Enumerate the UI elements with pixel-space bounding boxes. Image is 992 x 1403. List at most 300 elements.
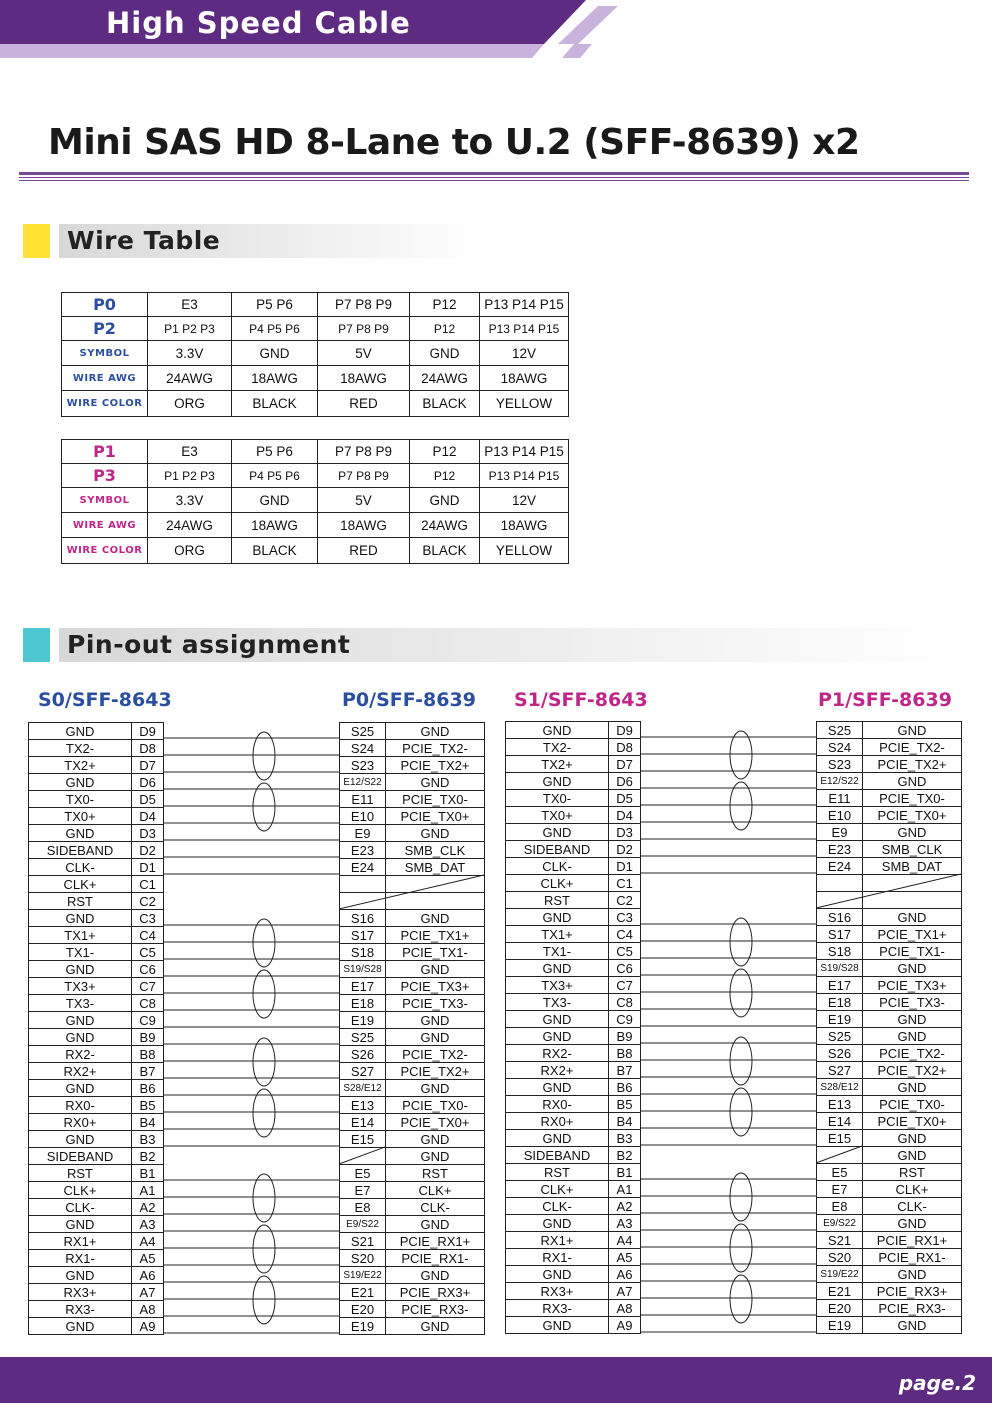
signal-name: TX2+ bbox=[506, 756, 609, 773]
signal-name: TX2+ bbox=[29, 757, 132, 774]
signal-name: GND bbox=[386, 1012, 485, 1029]
signal-name: GND bbox=[386, 774, 485, 791]
pin-number: E9/S22 bbox=[340, 1216, 386, 1233]
pin-number: D5 bbox=[609, 790, 641, 807]
signal-name: RX1- bbox=[506, 1249, 609, 1266]
twisted-pair-marker bbox=[730, 1173, 752, 1221]
table-cell: GND bbox=[232, 488, 318, 513]
pin-number: E14 bbox=[340, 1114, 386, 1131]
footer-bar bbox=[0, 1357, 992, 1403]
pin-number: E19 bbox=[340, 1318, 386, 1335]
signal-name: GND bbox=[506, 1130, 609, 1147]
pin-number: E23 bbox=[340, 842, 386, 859]
table-cell: 5V bbox=[318, 488, 410, 513]
signal-name: RX2- bbox=[506, 1045, 609, 1062]
signal-name: RX2+ bbox=[29, 1063, 132, 1080]
signal-name: PCIE_TX0+ bbox=[863, 1113, 962, 1130]
pin-number: A3 bbox=[609, 1215, 641, 1232]
table-cell: P5 P6 bbox=[232, 293, 318, 317]
twisted-pair-marker bbox=[730, 731, 752, 779]
pin-number: A9 bbox=[609, 1317, 641, 1334]
signal-name: PCIE_RX1- bbox=[386, 1250, 485, 1267]
pin-number: E18 bbox=[340, 995, 386, 1012]
signal-name: PCIE_TX2- bbox=[863, 739, 962, 756]
pin-number: E12/S22 bbox=[817, 773, 863, 790]
signal-name: CLK- bbox=[863, 1198, 962, 1215]
pin-number: A7 bbox=[609, 1283, 641, 1300]
pin-number: B5 bbox=[609, 1096, 641, 1113]
signal-name: TX1+ bbox=[506, 926, 609, 943]
signal-name: PCIE_TX1- bbox=[863, 943, 962, 960]
pin-number: B2 bbox=[132, 1148, 164, 1165]
signal-name: RST bbox=[506, 892, 609, 909]
signal-name: GND bbox=[506, 773, 609, 790]
pin-number: E17 bbox=[340, 978, 386, 995]
signal-name: GND bbox=[863, 1028, 962, 1045]
pin-number: E9 bbox=[817, 824, 863, 841]
twisted-pair-marker bbox=[253, 1089, 275, 1137]
pin-number: D4 bbox=[609, 807, 641, 824]
table-cell: 24AWG bbox=[148, 366, 232, 391]
signal-name: TX2- bbox=[506, 739, 609, 756]
signal-name: GND bbox=[386, 1080, 485, 1097]
pin-number: C9 bbox=[132, 1012, 164, 1029]
signal-name: RX0- bbox=[29, 1097, 132, 1114]
pin-number: E11 bbox=[817, 790, 863, 807]
signal-name: GND bbox=[506, 1028, 609, 1045]
twisted-pair-marker bbox=[730, 782, 752, 830]
signal-name: PCIE_RX3- bbox=[386, 1301, 485, 1318]
signal-name: RX3- bbox=[506, 1300, 609, 1317]
pin-number: D3 bbox=[132, 825, 164, 842]
signal-name: RST bbox=[386, 1165, 485, 1182]
signal-name: GND bbox=[386, 1216, 485, 1233]
pin-number: E18 bbox=[817, 994, 863, 1011]
signal-name: PCIE_TX2+ bbox=[386, 1063, 485, 1080]
signal-name: RX0+ bbox=[506, 1113, 609, 1130]
pin-number: B6 bbox=[132, 1080, 164, 1097]
table-cell: P13 P14 P15 bbox=[480, 317, 569, 341]
signal-name: RX1+ bbox=[506, 1232, 609, 1249]
pin-number: A3 bbox=[132, 1216, 164, 1233]
signal-name: TX0- bbox=[506, 790, 609, 807]
pin-number: C2 bbox=[609, 892, 641, 909]
signal-name: GND bbox=[863, 1130, 962, 1147]
pin-number: S27 bbox=[340, 1063, 386, 1080]
twisted-pair-marker bbox=[253, 1225, 275, 1273]
pin-number: S23 bbox=[817, 756, 863, 773]
signal-name: TX3- bbox=[29, 995, 132, 1012]
signal-name: GND bbox=[863, 1147, 962, 1164]
row-header: P3 bbox=[62, 464, 148, 488]
connector-p0-label: P0/SFF-8639 bbox=[342, 689, 476, 711]
signal-name: PCIE_TX2+ bbox=[863, 1062, 962, 1079]
pin-number: D9 bbox=[132, 723, 164, 740]
table-cell: 24AWG bbox=[410, 513, 480, 538]
pin-number: E9 bbox=[340, 825, 386, 842]
signal-name: PCIE_TX2+ bbox=[386, 757, 485, 774]
pin-number: S25 bbox=[817, 722, 863, 739]
pin-number: D2 bbox=[132, 842, 164, 859]
signal-name: TX0+ bbox=[29, 808, 132, 825]
pin-number: B1 bbox=[609, 1164, 641, 1181]
table-cell: ORG bbox=[148, 391, 232, 417]
signal-name: SIDEBAND bbox=[29, 1148, 132, 1165]
signal-name: CLK+ bbox=[386, 1182, 485, 1199]
signal-name: GND bbox=[506, 824, 609, 841]
unused-slash bbox=[816, 874, 961, 908]
signal-name: GND bbox=[863, 1215, 962, 1232]
pin-number: B7 bbox=[132, 1063, 164, 1080]
pin-number: S19/S28 bbox=[340, 961, 386, 978]
signal-name: SMB_CLK bbox=[386, 842, 485, 859]
connector-s1-label: S1/SFF-8643 bbox=[514, 689, 648, 711]
pin-number: D1 bbox=[132, 859, 164, 876]
table-cell: P12 bbox=[410, 293, 480, 317]
pin-number: C2 bbox=[132, 893, 164, 910]
signal-name: CLK+ bbox=[506, 875, 609, 892]
pin-number: C4 bbox=[609, 926, 641, 943]
signal-name: GND bbox=[386, 723, 485, 740]
pin-number: B5 bbox=[132, 1097, 164, 1114]
signal-name: PCIE_RX3+ bbox=[386, 1284, 485, 1301]
pin-number: C8 bbox=[609, 994, 641, 1011]
pin-number: S26 bbox=[340, 1046, 386, 1063]
table-cell: P5 P6 bbox=[232, 440, 318, 464]
signal-name: GND bbox=[863, 722, 962, 739]
pin-number: E12/S22 bbox=[340, 774, 386, 791]
pin-number: C3 bbox=[609, 909, 641, 926]
pin-number: E21 bbox=[817, 1283, 863, 1300]
table-cell: GND bbox=[232, 341, 318, 366]
signal-name: GND bbox=[506, 909, 609, 926]
pin-number: E20 bbox=[340, 1301, 386, 1318]
pin-number: S27 bbox=[817, 1062, 863, 1079]
row-header: P0 bbox=[62, 293, 148, 317]
pin-number: S19/S28 bbox=[817, 960, 863, 977]
signal-name: PCIE_TX0+ bbox=[386, 808, 485, 825]
table-cell: 5V bbox=[318, 341, 410, 366]
page-title: Mini SAS HD 8-Lane to U.2 (SFF-8639) x2 bbox=[48, 122, 860, 163]
pin-number: S17 bbox=[340, 927, 386, 944]
signal-name: GND bbox=[29, 1267, 132, 1284]
signal-name: TX1+ bbox=[29, 927, 132, 944]
signal-name: GND bbox=[506, 960, 609, 977]
signal-name: PCIE_RX1+ bbox=[386, 1233, 485, 1250]
pin-number: S18 bbox=[817, 943, 863, 960]
signal-name: RX3+ bbox=[29, 1284, 132, 1301]
pin-number: B9 bbox=[609, 1028, 641, 1045]
signal-name: CLK+ bbox=[29, 1182, 132, 1199]
signal-name: TX1- bbox=[29, 944, 132, 961]
signal-name: SIDEBAND bbox=[29, 842, 132, 859]
pin-number: E13 bbox=[817, 1096, 863, 1113]
signal-name: PCIE_TX3+ bbox=[386, 978, 485, 995]
signal-name: RST bbox=[29, 893, 132, 910]
signal-name: SIDEBAND bbox=[506, 841, 609, 858]
signal-name: GND bbox=[863, 1079, 962, 1096]
signal-name: GND bbox=[29, 961, 132, 978]
signal-name: RST bbox=[863, 1164, 962, 1181]
signal-name: GND bbox=[386, 1318, 485, 1335]
connector-p1-label: P1/SFF-8639 bbox=[818, 689, 952, 711]
signal-name: GND bbox=[506, 1215, 609, 1232]
signal-name: GND bbox=[863, 824, 962, 841]
row-header: WIRE COLOR bbox=[62, 391, 148, 417]
pin-number: E19 bbox=[817, 1011, 863, 1028]
pin-number: S28/E12 bbox=[817, 1079, 863, 1096]
pin-number: S26 bbox=[817, 1045, 863, 1062]
signal-name: PCIE_TX3- bbox=[386, 995, 485, 1012]
pin-number: S25 bbox=[340, 723, 386, 740]
signal-name: CLK+ bbox=[29, 876, 132, 893]
signal-name: RX0- bbox=[506, 1096, 609, 1113]
pin-number: E5 bbox=[817, 1164, 863, 1181]
signal-name: TX0- bbox=[29, 791, 132, 808]
pin-number: A7 bbox=[132, 1284, 164, 1301]
signal-name: RST bbox=[506, 1164, 609, 1181]
pin-number: S25 bbox=[340, 1029, 386, 1046]
pin-number: C3 bbox=[132, 910, 164, 927]
table-cell: BLACK bbox=[232, 538, 318, 564]
pin-number: A6 bbox=[132, 1267, 164, 1284]
pin-number: B3 bbox=[132, 1131, 164, 1148]
unused-slash bbox=[339, 875, 484, 909]
table-cell: P1 P2 P3 bbox=[148, 464, 232, 488]
signal-name: SMB_DAT bbox=[386, 859, 485, 876]
table-cell: 18AWG bbox=[318, 513, 410, 538]
pin-number: D9 bbox=[609, 722, 641, 739]
table-cell: 3.3V bbox=[148, 488, 232, 513]
signal-name: CLK- bbox=[29, 859, 132, 876]
table-cell: YELLOW bbox=[480, 538, 569, 564]
signal-name: CLK+ bbox=[506, 1181, 609, 1198]
pin-number: B7 bbox=[609, 1062, 641, 1079]
signal-name: GND bbox=[29, 825, 132, 842]
twisted-pair-marker bbox=[253, 1276, 275, 1324]
table-cell: YELLOW bbox=[480, 391, 569, 417]
pin-number: B1 bbox=[132, 1165, 164, 1182]
row-header: WIRE AWG bbox=[62, 513, 148, 538]
signal-name: GND bbox=[386, 825, 485, 842]
table-cell: 12V bbox=[480, 341, 569, 366]
signal-name: GND bbox=[863, 909, 962, 926]
signal-name: CLK+ bbox=[863, 1181, 962, 1198]
signal-name: RX0+ bbox=[29, 1114, 132, 1131]
signal-name: TX3+ bbox=[506, 977, 609, 994]
signal-name: GND bbox=[863, 1317, 962, 1334]
pin-number: A2 bbox=[609, 1198, 641, 1215]
row-header: SYMBOL bbox=[62, 488, 148, 513]
pin-number: S21 bbox=[817, 1232, 863, 1249]
table-cell: P12 bbox=[410, 317, 480, 341]
pin-number: E5 bbox=[340, 1165, 386, 1182]
signal-name: GND bbox=[386, 1131, 485, 1148]
unused-slash bbox=[816, 1146, 862, 1163]
signal-name: GND bbox=[506, 1011, 609, 1028]
signal-name: TX3- bbox=[506, 994, 609, 1011]
twisted-pair-marker bbox=[253, 783, 275, 831]
pin-number: B4 bbox=[609, 1113, 641, 1130]
signal-name: GND bbox=[29, 910, 132, 927]
table-cell: P4 P5 P6 bbox=[232, 464, 318, 488]
signal-name: PCIE_RX3- bbox=[863, 1300, 962, 1317]
twisted-pair-marker bbox=[253, 1038, 275, 1086]
pin-number: A1 bbox=[132, 1182, 164, 1199]
table-cell: P13 P14 P15 bbox=[480, 464, 569, 488]
signal-name: TX3+ bbox=[29, 978, 132, 995]
table-cell: BLACK bbox=[232, 391, 318, 417]
table-cell: GND bbox=[410, 341, 480, 366]
pin-number: C7 bbox=[609, 977, 641, 994]
table-cell: P7 P8 P9 bbox=[318, 293, 410, 317]
table-cell: 18AWG bbox=[480, 513, 569, 538]
signal-name: RX3- bbox=[29, 1301, 132, 1318]
pin-number: A9 bbox=[132, 1318, 164, 1335]
pin-number: E14 bbox=[817, 1113, 863, 1130]
table-cell: 24AWG bbox=[410, 366, 480, 391]
signal-name: GND bbox=[386, 961, 485, 978]
pin-number: E9/S22 bbox=[817, 1215, 863, 1232]
table-cell: P13 P14 P15 bbox=[480, 293, 569, 317]
pin-number: D7 bbox=[132, 757, 164, 774]
table-cell: ORG bbox=[148, 538, 232, 564]
pin-number: A1 bbox=[609, 1181, 641, 1198]
signal-name: GND bbox=[863, 960, 962, 977]
pin-number: D7 bbox=[609, 756, 641, 773]
twisted-pair-marker bbox=[730, 1224, 752, 1272]
pinout-heading: Pin-out assignment bbox=[67, 630, 351, 659]
table-cell: 18AWG bbox=[480, 366, 569, 391]
pin-number: A5 bbox=[609, 1249, 641, 1266]
table-cell: 3.3V bbox=[148, 341, 232, 366]
signal-name: GND bbox=[506, 1317, 609, 1334]
table-cell: 18AWG bbox=[232, 513, 318, 538]
signal-name: RX3+ bbox=[506, 1283, 609, 1300]
signal-name: RX2+ bbox=[506, 1062, 609, 1079]
signal-name: GND bbox=[29, 774, 132, 791]
pin-number: A8 bbox=[132, 1301, 164, 1318]
pin-number: C1 bbox=[609, 875, 641, 892]
pin-number: C9 bbox=[609, 1011, 641, 1028]
table-cell: GND bbox=[410, 488, 480, 513]
pin-number: E10 bbox=[817, 807, 863, 824]
pin-number: B8 bbox=[609, 1045, 641, 1062]
table-cell: 18AWG bbox=[232, 366, 318, 391]
pin-number: D2 bbox=[609, 841, 641, 858]
pin-number: A4 bbox=[132, 1233, 164, 1250]
pin-number: E7 bbox=[817, 1181, 863, 1198]
pin-number: D6 bbox=[609, 773, 641, 790]
signal-name: GND bbox=[506, 1079, 609, 1096]
row-header: SYMBOL bbox=[62, 341, 148, 366]
table-cell: RED bbox=[318, 538, 410, 564]
table-cell: 24AWG bbox=[148, 513, 232, 538]
twisted-pair-marker bbox=[730, 1275, 752, 1323]
row-header: P1 bbox=[62, 440, 148, 464]
pin-number: S19/E22 bbox=[340, 1267, 386, 1284]
table-cell: P12 bbox=[410, 464, 480, 488]
table-cell: P7 P8 P9 bbox=[318, 440, 410, 464]
pin-number: S24 bbox=[340, 740, 386, 757]
pin-number: B2 bbox=[609, 1147, 641, 1164]
pin-number: E15 bbox=[340, 1131, 386, 1148]
table-cell: RED bbox=[318, 391, 410, 417]
pin-number: C1 bbox=[132, 876, 164, 893]
signal-name: PCIE_TX1+ bbox=[386, 927, 485, 944]
twisted-pair-marker bbox=[253, 970, 275, 1018]
twisted-pair-marker bbox=[730, 1088, 752, 1136]
pin-number: S21 bbox=[340, 1233, 386, 1250]
signal-name: GND bbox=[29, 1131, 132, 1148]
signal-name: GND bbox=[863, 1266, 962, 1283]
signal-name: GND bbox=[29, 1318, 132, 1335]
pin-number: E8 bbox=[340, 1199, 386, 1216]
pin-number: E7 bbox=[340, 1182, 386, 1199]
signal-name: GND bbox=[386, 910, 485, 927]
signal-name: PCIE_TX0- bbox=[863, 790, 962, 807]
pin-number: A2 bbox=[132, 1199, 164, 1216]
page-number: page.2 bbox=[898, 1371, 976, 1395]
pin-number: A8 bbox=[609, 1300, 641, 1317]
pin-number: S23 bbox=[340, 757, 386, 774]
table-cell: E3 bbox=[148, 293, 232, 317]
signal-name: PCIE_TX2+ bbox=[863, 756, 962, 773]
pin-number: S20 bbox=[817, 1249, 863, 1266]
pin-number: S28/E12 bbox=[340, 1080, 386, 1097]
pin-number: A6 bbox=[609, 1266, 641, 1283]
signal-name: PCIE_TX0+ bbox=[386, 1114, 485, 1131]
signal-name: TX0+ bbox=[506, 807, 609, 824]
pin-number: C7 bbox=[132, 978, 164, 995]
pin-number: B4 bbox=[132, 1114, 164, 1131]
pin-number: E8 bbox=[817, 1198, 863, 1215]
pin-number: D4 bbox=[132, 808, 164, 825]
signal-name: RX2- bbox=[29, 1046, 132, 1063]
pin-number: A5 bbox=[132, 1250, 164, 1267]
signal-name: PCIE_TX3- bbox=[863, 994, 962, 1011]
pin-number: E19 bbox=[340, 1012, 386, 1029]
pin-number: C6 bbox=[609, 960, 641, 977]
signal-name: PCIE_RX1+ bbox=[863, 1232, 962, 1249]
pin-number: E17 bbox=[817, 977, 863, 994]
pin-number: S16 bbox=[817, 909, 863, 926]
signal-name: PCIE_TX2- bbox=[386, 740, 485, 757]
signal-name: GND bbox=[863, 773, 962, 790]
signal-name: PCIE_TX1- bbox=[386, 944, 485, 961]
pin-number: B9 bbox=[132, 1029, 164, 1046]
twisted-pair-marker bbox=[253, 1174, 275, 1222]
pin-number: D8 bbox=[132, 740, 164, 757]
signal-name: SMB_CLK bbox=[863, 841, 962, 858]
pin-number: E19 bbox=[817, 1317, 863, 1334]
signal-name: PCIE_RX1- bbox=[863, 1249, 962, 1266]
wire-table-heading: Wire Table bbox=[67, 226, 221, 255]
pin-number: E24 bbox=[340, 859, 386, 876]
pin-number: D6 bbox=[132, 774, 164, 791]
signal-name: CLK- bbox=[29, 1199, 132, 1216]
signal-name: CLK- bbox=[506, 858, 609, 875]
signal-name: PCIE_TX2- bbox=[386, 1046, 485, 1063]
signal-name: PCIE_TX2- bbox=[863, 1045, 962, 1062]
signal-name: PCIE_TX0- bbox=[386, 791, 485, 808]
table-cell: P7 P8 P9 bbox=[318, 317, 410, 341]
pin-number: D3 bbox=[609, 824, 641, 841]
pin-number: E11 bbox=[340, 791, 386, 808]
signal-name: PCIE_TX0- bbox=[386, 1097, 485, 1114]
table-cell: P12 bbox=[410, 440, 480, 464]
signal-name: PCIE_TX3+ bbox=[863, 977, 962, 994]
